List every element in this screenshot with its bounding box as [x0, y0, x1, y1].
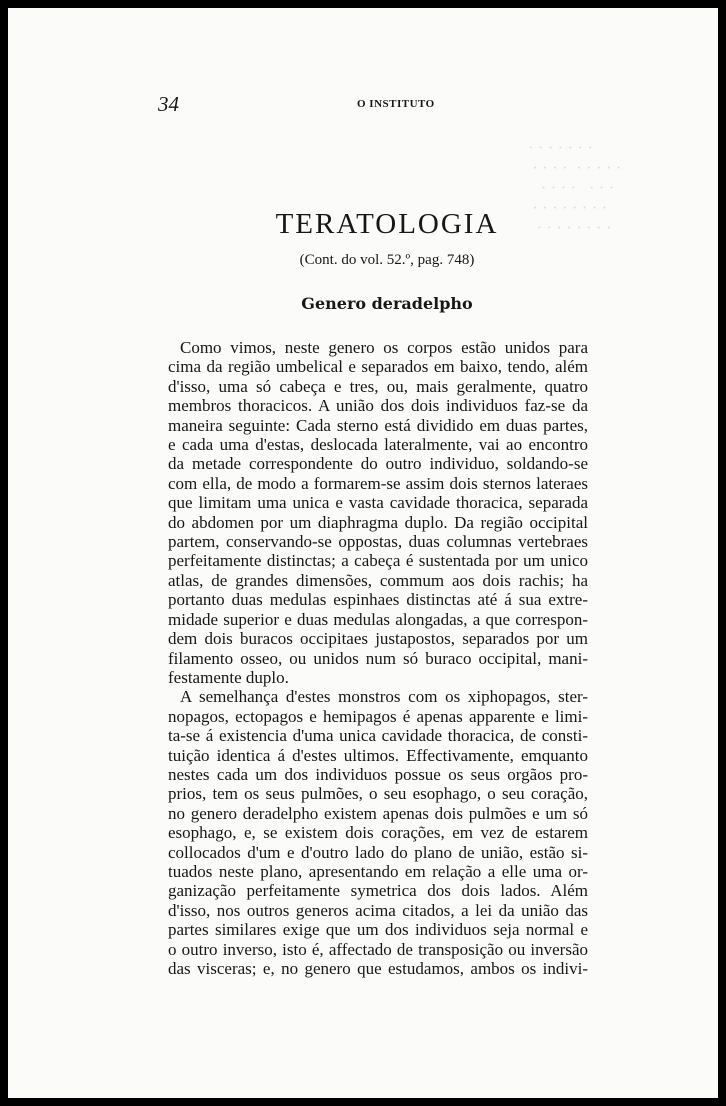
- article-title: TERATOLOGIA: [275, 208, 499, 240]
- text-line: perfeitamente distinctas; a cabeça é sustentada por um unico: [168, 551, 588, 571]
- text-line: do abdomen por um diaphragma duplo. Da região occipital: [168, 512, 588, 532]
- text-line: tuição identica á d'estes ultimos. Effectivamente, emquanto: [168, 745, 588, 765]
- text-line: ta-se á existencia d'uma unica cavidade thoracica, de consti-: [168, 726, 588, 746]
- text-line: cima da região umbelical e separados em baixo, tendo, além: [168, 357, 588, 377]
- text-line: Como vimos, neste genero os corpos estão unidos para: [180, 338, 588, 357]
- paragraph-2: [168, 687, 588, 978]
- page-number: 34: [158, 92, 179, 116]
- text-line: prios, tem os seus pulmões, o seu esophago, o seu coração,: [168, 784, 588, 804]
- text-line: portanto duas medulas espinhaes distinctas até á sua extre-: [168, 590, 588, 610]
- text-line: dem dois buracos occipitaes justapostos, separados por um: [168, 629, 588, 649]
- section-heading: Genero deradelpho: [301, 294, 473, 313]
- show-through-texture: · · · · · · · · · · · · · · · · · · · · · · · · · · · · · · · · · · · · · · ·: [528, 138, 622, 237]
- text-line: A semelhança d'estes monstros com os xiphopagos, ster-: [180, 687, 588, 707]
- text-line: tuados neste plano, apresentando em relação a elle uma or-: [168, 861, 588, 881]
- text-line: midade superior e duas medulas alongadas, a que correspon-: [168, 609, 588, 629]
- text-line: da metade correspondente do outro individuo, soldando-se: [168, 454, 588, 474]
- text-line: ganização perfeitamente symetrica dos dois lados. Além: [168, 881, 588, 901]
- text-line: partes similares exige que um dos individuos seja normal e: [168, 920, 588, 940]
- paragraph-1: [168, 338, 588, 687]
- text-line: nopagos, ectopagos e hemipagos é apenas apparente e limi-: [168, 706, 588, 726]
- continuation-note: (Cont. do vol. 52.º, pag. 748): [299, 252, 475, 268]
- text-line: collocados d'um e d'outro lado do plano de união, estão si-: [168, 842, 588, 862]
- text-line: maneira seguinte: Cada sterno está dividido em duas partes,: [168, 415, 588, 435]
- text-line: das visceras; e, no genero que estudamos, ambos os indivi-: [168, 959, 588, 978]
- text-line: atlas, de grandes dimensões, commum aos dois rachis; ha: [168, 570, 588, 590]
- text-line: que limitam uma unica e vasta cavidade thoracica, separada: [168, 493, 588, 513]
- running-head: O INSTITUTO: [357, 98, 435, 110]
- text-line: membros thoracicos. A união dos dois individuos faz-se da: [168, 396, 588, 416]
- text-line: festamente duplo.: [168, 667, 289, 687]
- text-line: com ella, de modo a formarem-se assim dois sternos lateraes: [168, 473, 588, 493]
- text-line: o outro inverso, isto é, affectado de transposição ou inversão: [168, 939, 588, 959]
- text-line: d'isso, uma só cabeça e tres, ou, mais geralmente, quatro: [168, 376, 588, 396]
- text-line: nestes cada um dos individuos possue os seus orgãos pro-: [168, 764, 588, 784]
- text-line: esophago, e, se existem dois corações, em vez de estarem: [168, 823, 588, 843]
- text-line: no genero deradelpho existem apenas dois pulmões e um só: [168, 803, 588, 823]
- article-body: [168, 338, 588, 978]
- text-line: filamento osseo, ou unidos num só buraco occipital, mani-: [168, 648, 588, 668]
- text-line: partem, conservando-se oppostas, duas columnas vertebraes: [168, 532, 588, 552]
- text-line: d'isso, nos outros generos acima citados, a lei da união das: [168, 900, 588, 920]
- text-line: e cada uma d'estas, deslocada lateralmente, vai ao encontro: [168, 435, 588, 455]
